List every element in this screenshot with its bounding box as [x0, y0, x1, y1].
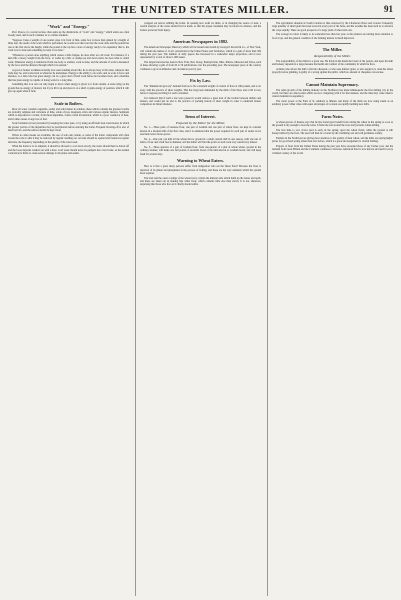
- article-paragraph: A wheat-grower of Kansas says that he has found great benefit from rolling his wheat in the spring as soon as the ground is dry enough to bear the roller. It firms the soil around the roots and prevents winter-killing.: [272, 120, 393, 128]
- masthead-title: THE UNITED STATES MILLER.: [111, 4, 290, 16]
- section-divider: [315, 110, 351, 111]
- article-paragraph: How is it that a great many persons suffer from indigestion who eat the finest flour? Because the flour is deprived of its gluten and phosphates in the process of bolting, and these are the very elements which the system most requires.: [140, 165, 261, 175]
- article-paragraph: A good or honest workman is hardly ever seen standing about idle; he is always busy at his trade, whatever that trade may be, and works hard at whatever he undertakes. Energy is the ability to do work; and as work is force and distance, so a man who has great energy can do a great deal of hard work before he becomes tired, and a machine that has great energy is capable of doing work for a long time.: [8, 68, 129, 82]
- article-heading: Farm Notes.: [321, 113, 344, 119]
- article-columns: [6, 22, 395, 596]
- article-paragraph: It is believed that if such a law were passed it would remove a great deal of the trouble between millers and dealers, and would put an end to the practice of packing barrels of short weight in order to undersell honest competitors in distant markets.: [140, 96, 261, 107]
- article-subheading: Responsibility of the Miller.: [314, 54, 351, 59]
- article-subheading: Prepared by the Editor for the Miller.: [175, 120, 226, 125]
- article-paragraph: Prof. Preece, in a recent lecture, thus sums up the distinctions of "work" and "energy," which terms are often loosely used, and in such a manner as to confuse students.: [8, 31, 129, 38]
- article-heading: Fix by Law.: [189, 78, 212, 84]
- article-heading: American Newspapers in 1882.: [172, 39, 229, 45]
- article-heading: The Miller.: [322, 47, 343, 53]
- page-number: 91: [384, 4, 393, 14]
- article-heading: Cannot Maintain Supremacy.: [306, 81, 359, 87]
- article-paragraph: "Whenever a person does anything which causes a little fatigue, he does what we call work. For instance, if a man lifts a heavy weight from the floor, or walks up a hill, or stamps up and down stairs, he does what is called work. Whenever energy is transferred from one body to another, work is done; and the amount of work is measured by the force and the distance through which it is exerted.": [8, 53, 129, 68]
- article-paragraph: No. 3.—Three quarters of a pair of Graham flour, from one-quarter of a pint of whole wheat, ground in the ordinary manner, will make one full pound of excellent bread of the kind known as Graham bread, and will keep fresh for several days.: [140, 145, 261, 156]
- article-paragraph: When the boiler is to be emptied, it should be allowed to cool down slowly; the water should then be drawn off and the loose deposits washed out with a hose. Cold water should never be pumped into a hot boiler, as the sudden contraction is liable to cause serious damage to the plates and seams.: [8, 145, 129, 156]
- column-2: [140, 22, 261, 596]
- section-divider: [183, 110, 219, 111]
- article-heading: Warning to Wheat Eaters.: [177, 158, 224, 164]
- article-paragraph: The rapid growth of the milling industry in the Northwest has made Minneapolis the first milling city in the world, but there are other points which are now competing with it for the business, and the time may come when it cannot maintain its supremacy.: [272, 88, 393, 99]
- section-divider: [315, 78, 351, 79]
- article-heading: "Work" and "Energy.": [47, 24, 90, 29]
- article-paragraph: No. 2.—One pair can mill all the wheat that is ground in a small custom mill in one season, with one run of buhrs of four and a half feet in diameter, and the miller will find the profit on such work very satisfactory indeed.: [140, 137, 261, 145]
- column-rule: [135, 22, 136, 596]
- article-paragraph: The "immemorial grocery" demand from us to fix a standard weight of a barrel of flour at 196 pounds, and to do away with the practice of short weights. This has long been demanded by the mills of the West, and a bill is now before Congress providing for such a standard.: [140, 85, 261, 96]
- section-divider: [315, 43, 351, 44]
- article-paragraph: The responsibility of the miller is a great one. He holds in his hands the bread of the people, and upon his skill and honesty depends in a large measure the health and comfort of the community in which he lives.: [272, 59, 393, 67]
- column-rule: [267, 22, 268, 596]
- article-paragraph: Where no other means are available, the use of soda ash, tannin, or some of the boiler compounds will often loosen the scale so that it may be removed by regular washing out. A boiler should be opened and cleaned at regular intervals, the frequency depending on the quality of the water used.: [8, 133, 129, 144]
- article-paragraph: wrapped out before refilling the boiler. In opening new wells for mills, or in changing the source of feed, a careful analysis of the water should first be made, so that the proper treatment may be known in advance, and the boilers protected from injury.: [140, 22, 261, 32]
- article-paragraph: Exports of flour from the United States during the past year have exceeded those of any former year, and the demand from Great Britain and the Continent continues to increase. American flour is now known and used in every civilized country of the world.: [272, 144, 393, 155]
- article-paragraph: Something that is at rest can only begin to move when energy is given to it from outside. A stone lying on the ground has no energy of motion; but if you lift it up and place it on a shelf, it gains energy of position, which it will give up again when it falls.: [8, 83, 129, 94]
- section-divider: [183, 35, 219, 36]
- article-paragraph: The acreage in cotton is likely to be somewhat less than last year, as the planters are turning more attention to food crops, and the general condition of the farming interest is much improved.: [272, 33, 393, 40]
- article-heading: Scale in Boilers.: [54, 100, 83, 106]
- article-paragraph: The largest increase has been in New York, New Jersey, Pennsylvania, Ohio, Illinois, Missouri and Texas, each of these showing a gain of from 20 to 50 publications over the preceding year. The newspaper press of the country continues to grow in influence and circulation year by year.: [140, 61, 261, 71]
- article-paragraph: The water power at the Falls of St. Anthony is limited, and many of the mills are now using steam as an auxiliary power. Other cities with equal advantages of location are rapidly building new mills.: [272, 100, 393, 107]
- section-divider: [183, 74, 219, 75]
- article-paragraph: The best time to sow clover seed is early in the spring, upon the wheat fields, while the ground is still honeycombed by the frost. The seed will then be covered by the crumbling soil and will germinate readily.: [272, 128, 393, 136]
- masthead: [6, 4, 395, 19]
- article-paragraph: Scale formation is best prevented by keeping the water pure, or by using an efficient feed-water heater, in which the greater portion of the impurities may be precipitated before entering the boiler. Frequent blowing-off is also of much service, and the surface should be kept clean.: [8, 122, 129, 133]
- article-paragraph: The American Newspaper Directory which will be issued next month by George P. Rowell & Co., of New York, will contain the names of 11,211 periodicals in the United States and Territories, which is a gain of more than 500 during the past year. The number of daily papers has increased in a somewhat larger proportion, and is now represented by a total of about 1,000 issues.: [140, 46, 261, 60]
- article-paragraph: The bran and the outer coatings of the wheat berry contain the mineral salts which build up the bones and teeth, and these are taken out in making fine white flour, which contains little else than starch. It is not, therefore, surprising that those who live on it chiefly should suffer.: [140, 176, 261, 187]
- article-paragraph: Farmers in the Northwest are giving more attention to the quality of their wheat, and the mills are paying higher prices for good hard spring wheat than ever before, which is a great encouragement to careful farming.: [272, 136, 393, 144]
- article-paragraph: The agricultural situation in South Carolina is thus reviewed by the Charleston News and Courier: Unusually large quantity of small grain has been sowed in every part of the State, and the weather has been such as to advance the crops rapidly. There are good prospects of a large yield of wheat and oats.: [272, 22, 393, 32]
- column-3: [272, 22, 393, 596]
- newspaper-page: [6, 4, 395, 596]
- section-divider: [51, 97, 87, 98]
- article-paragraph: No. 1.—Three pairs of Genesee flour, one pair of Graham and one pair of wheat flour, are kept in constant motion in a modern mill of the first class, and it is estimated that the power required for each pair of stones is not less than twelve horse-power.: [140, 126, 261, 137]
- article-paragraph: A miller who allows his mill to fall into disrepair, or who uses inferior grain, or who neglects to clean his wheat properly before grinding, is guilty of a wrong against the public, which no amount of cheapness can excuse.: [272, 67, 393, 75]
- article-paragraph: Most all water contains vegetable, earthy and solid matter in solution, these which contains the greatest trouble are probably sulphate and carbonate of lime, oxide of iron, magnesia, silica and various organic matters. Sediment which is deposited in a boiler, from these impurities, forms a hard incrustation, which is a poor conductor of heat, and in time causes a large loss of fuel.: [8, 107, 129, 121]
- article-heading: Items of Interest.: [185, 113, 216, 119]
- article-paragraph: "Suppose I take a weight of one pound, raise it in front of him, some foot is more than gained by a height of three feet, the result of the work which is performed, he would soon discover that the work done and the pound has one at the first above the height, while the pound at the top has a store of energy ready to be expended; that is, the work is now done and something is ready to be done.": [8, 39, 129, 53]
- column-1: [8, 22, 129, 596]
